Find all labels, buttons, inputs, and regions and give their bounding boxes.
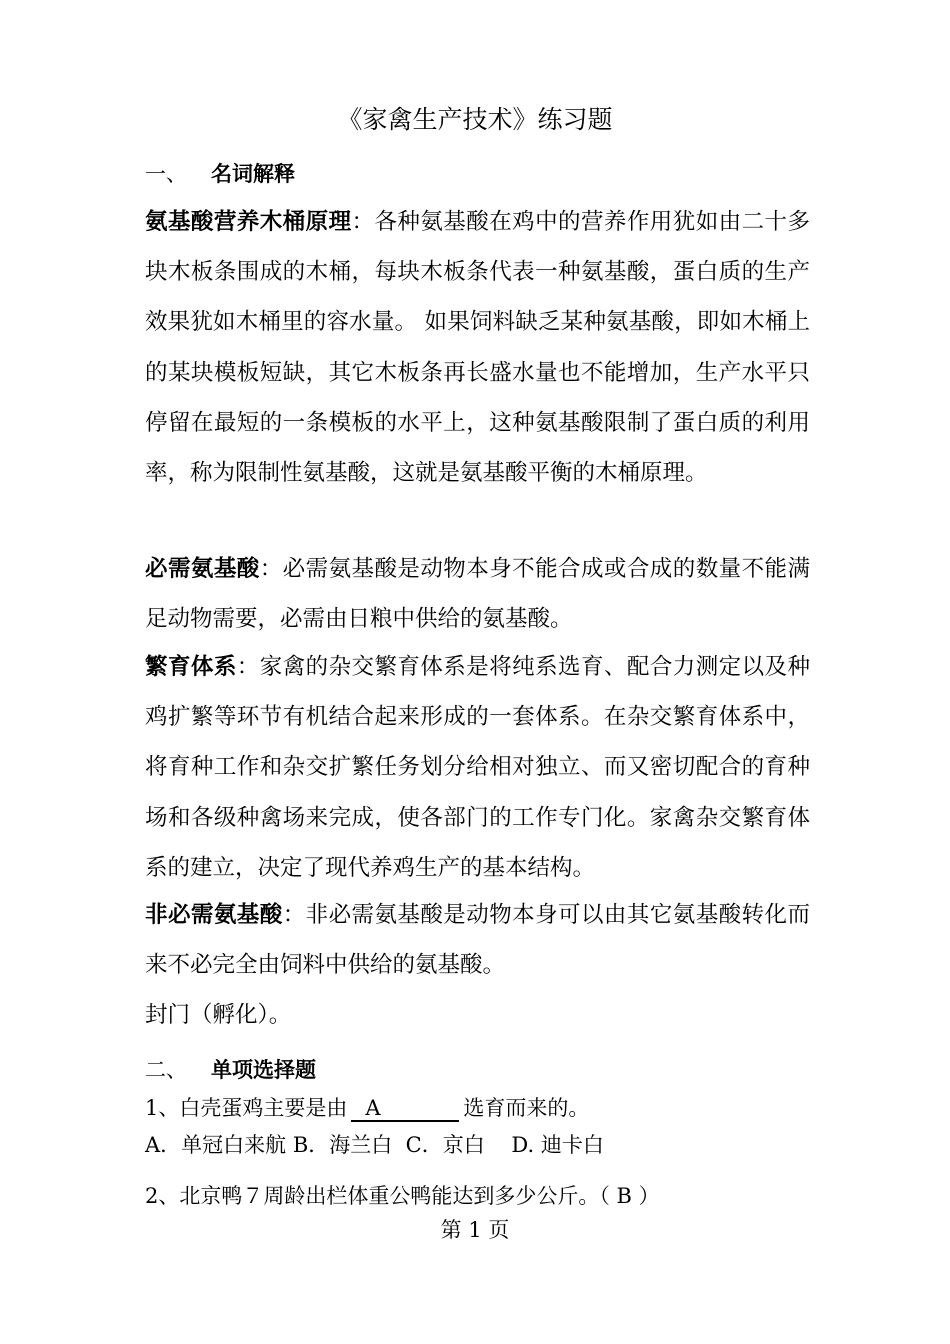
definition-term: 繁育体系 <box>145 654 237 680</box>
definition-paragraph <box>145 197 810 498</box>
definition-paragraph <box>145 544 810 644</box>
extra-line: 封门（孵化）。 <box>145 1002 292 1028</box>
definition-paragraph <box>145 642 810 893</box>
question-2: 2、北京鸭７周龄出栏体重公鸭能达到多少公斤。（ B ） <box>145 1184 660 1208</box>
question-text: 1、白壳蛋鸡主要是由 <box>145 1096 348 1120</box>
page-number: 第 1 页 <box>440 1218 510 1242</box>
section-number: 二、 <box>145 1058 187 1082</box>
section-heading-1 <box>145 158 295 188</box>
definition-text: ：非必需氨基酸是动物本身可以由其它氨基酸转化而来不必完全由饲料中供给的氨基酸。 <box>145 902 810 979</box>
definition-paragraph <box>145 890 810 990</box>
section-heading-2 <box>145 1054 316 1084</box>
definition-text: ：家禽的杂交繁育体系是将纯系选育、配合力测定以及种鸡扩繁等环节有机结合起来形成的一套体系。在杂交繁育体系中，将育种工作和杂交扩繁任务划分给相对独立、而又密切配合的育种场和各级种禽场来完成，使各部门的工作专门化。家禽杂交繁育体系的建立，决定了现代养鸡生产的基本结构。 <box>145 654 810 881</box>
definition-term: 非必需氨基酸 <box>145 902 283 928</box>
question-1-options: A．单冠白来航 B．海兰白 C．京白 D. 迪卡白 <box>145 1133 604 1157</box>
definition-term: 氨基酸营养木桶原理 <box>145 209 352 235</box>
definition-text: ：必需氨基酸是动物本身不能合成或合成的数量不能满足动物需要，必需由日粮中供给的氨基酸。 <box>145 556 810 633</box>
question-suffix: 选育而来的。 <box>463 1096 590 1120</box>
section-name: 单项选择题 <box>211 1058 316 1082</box>
document-title: 《家禽生产技术》练习题 <box>337 105 613 134</box>
section-number: 一、 <box>145 162 187 186</box>
definition-term: 必需氨基酸 <box>145 556 260 582</box>
definition-text: ：各种氨基酸在鸡中的营养作用犹如由二十多块木板条围成的木桶，每块木板条代表一种氨基酸，蛋白质的生产效果犹如木桶里的容水量。 如果饲料缺乏某种氨基酸，即如木桶上的某块模板短缺，其它木板条再长盛水量也不能增加，生产水平只停留在最短的一条模板的水平上，这种氨基酸限制了蛋白质的利用率，称为限制性氨基酸，这就是氨基酸平衡的木桶原理。 <box>145 209 810 487</box>
question-1 <box>145 1092 589 1122</box>
section-name: 名词解释 <box>211 162 295 186</box>
answer-blank: A <box>351 1096 459 1122</box>
